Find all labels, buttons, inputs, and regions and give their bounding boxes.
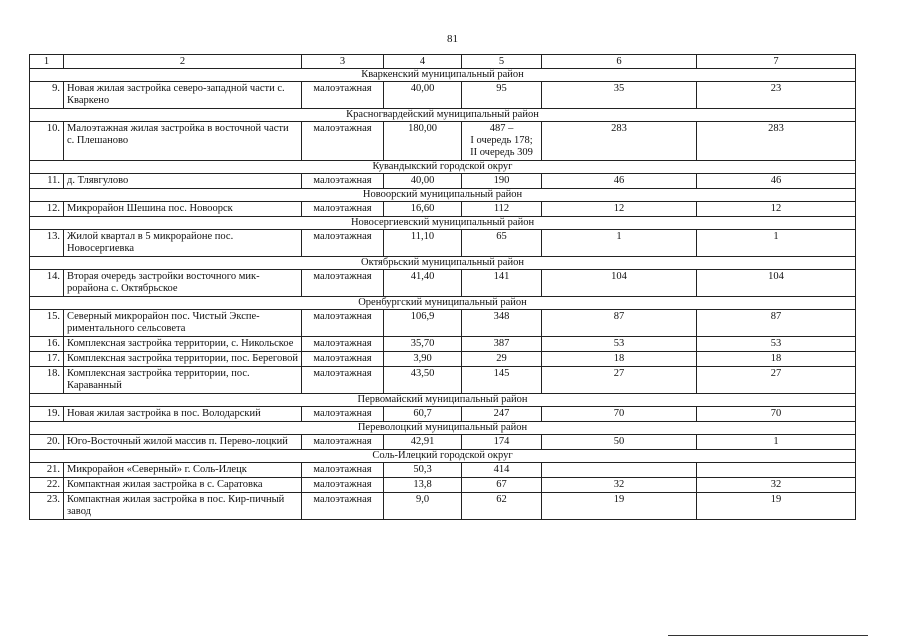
section-row: [30, 394, 856, 407]
column-5-value: 141: [462, 270, 542, 297]
building-type: малоэтажная: [302, 270, 384, 297]
object-name: Жилой квартал в 5 микрорайоне пос. Новосергиевка: [64, 230, 302, 257]
row-number: 21.: [30, 463, 64, 478]
object-name: Комплексная застройка территории, с. Никольское: [64, 337, 302, 352]
column-number: 7: [697, 55, 856, 69]
column-7-value: 32: [697, 478, 856, 493]
column-6-value: 18: [542, 352, 697, 367]
section-title: Первомайский муниципальный район: [30, 394, 856, 407]
building-type: малоэтажная: [302, 337, 384, 352]
area-value: 13,8: [384, 478, 462, 493]
object-name: д. Тлявгулово: [64, 174, 302, 189]
column-5-value: 414: [462, 463, 542, 478]
section-row: [30, 217, 856, 230]
row-number: 19.: [30, 407, 64, 422]
column-7-value: [697, 463, 856, 478]
column-5-value: 247: [462, 407, 542, 422]
column-7-value: 53: [697, 337, 856, 352]
area-value: 3,90: [384, 352, 462, 367]
footer-rule: [668, 635, 868, 636]
section-row: [30, 450, 856, 463]
building-type: малоэтажная: [302, 493, 384, 520]
column-5-value: 145: [462, 367, 542, 394]
area-value: 11,10: [384, 230, 462, 257]
area-value: 106,9: [384, 310, 462, 337]
column-6-value: 104: [542, 270, 697, 297]
area-value: 16,60: [384, 202, 462, 217]
table-row: [30, 407, 856, 422]
area-value: 35,70: [384, 337, 462, 352]
column-5-value: 348: [462, 310, 542, 337]
column-number: 4: [384, 55, 462, 69]
column-7-value: 283: [697, 122, 856, 161]
column-5-value: [462, 122, 542, 161]
area-value: 180,00: [384, 122, 462, 161]
column-5-value: 65: [462, 230, 542, 257]
section-row: [30, 69, 856, 82]
row-number: 10.: [30, 122, 64, 161]
column-5-line: II очередь 309: [470, 147, 533, 158]
section-title: Соль-Илецкий городской округ: [30, 450, 856, 463]
table-row: [30, 463, 856, 478]
building-type: малоэтажная: [302, 310, 384, 337]
column-6-value: 87: [542, 310, 697, 337]
column-number: 2: [64, 55, 302, 69]
column-6-value: 12: [542, 202, 697, 217]
column-6-value: 1: [542, 230, 697, 257]
building-type: малоэтажная: [302, 463, 384, 478]
column-number: 1: [30, 55, 64, 69]
object-name: Вторая очередь застройки восточного мик-рорайона с. Октябрьское: [64, 270, 302, 297]
object-name: Комплексная застройка территории, пос. Караванный: [64, 367, 302, 394]
column-5-value: 62: [462, 493, 542, 520]
section-row: [30, 257, 856, 270]
table-row: [30, 82, 856, 109]
table-row: [30, 352, 856, 367]
section-title: Оренбургский муниципальный район: [30, 297, 856, 310]
object-name: Микрорайон «Северный» г. Соль-Илецк: [64, 463, 302, 478]
column-6-value: 70: [542, 407, 697, 422]
column-7-value: 27: [697, 367, 856, 394]
column-5-line: I очередь 178;: [470, 135, 533, 146]
table-row: [30, 174, 856, 189]
column-5-value: 387: [462, 337, 542, 352]
row-number: 14.: [30, 270, 64, 297]
column-7-value: 1: [697, 230, 856, 257]
building-type: малоэтажная: [302, 202, 384, 217]
column-number-row: [30, 55, 856, 69]
section-row: [30, 109, 856, 122]
building-type: малоэтажная: [302, 122, 384, 161]
section-title: Кваркенский муниципальный район: [30, 69, 856, 82]
building-type: малоэтажная: [302, 367, 384, 394]
area-value: 40,00: [384, 82, 462, 109]
building-type: малоэтажная: [302, 82, 384, 109]
table-row: [30, 367, 856, 394]
row-number: 23.: [30, 493, 64, 520]
area-value: 9,0: [384, 493, 462, 520]
section-row: [30, 422, 856, 435]
column-7-value: 23: [697, 82, 856, 109]
column-7-value: 46: [697, 174, 856, 189]
row-number: 17.: [30, 352, 64, 367]
area-value: 50,3: [384, 463, 462, 478]
section-row: [30, 189, 856, 202]
row-number: 18.: [30, 367, 64, 394]
housing-table: [29, 54, 856, 520]
table-row: [30, 230, 856, 257]
table-row: [30, 122, 856, 161]
object-name: Новая жилая застройка северо-западной части с. Кваркено: [64, 82, 302, 109]
row-number: 11.: [30, 174, 64, 189]
section-title: Новосергиевский муниципальный район: [30, 217, 856, 230]
table-row: [30, 478, 856, 493]
page-number: 81: [447, 33, 458, 45]
object-name: Новая жилая застройка в пос. Володарский: [64, 407, 302, 422]
column-7-value: 18: [697, 352, 856, 367]
column-6-value: [542, 463, 697, 478]
table-row: [30, 493, 856, 520]
object-name: Компактная жилая застройка в пос. Кир-пичный завод: [64, 493, 302, 520]
column-7-value: 87: [697, 310, 856, 337]
table-row: [30, 270, 856, 297]
section-title: Октябрьский муниципальный район: [30, 257, 856, 270]
section-row: [30, 161, 856, 174]
building-type: малоэтажная: [302, 407, 384, 422]
column-5-value: 29: [462, 352, 542, 367]
column-7-value: 1: [697, 435, 856, 450]
area-value: 40,00: [384, 174, 462, 189]
area-value: 43,50: [384, 367, 462, 394]
building-type: малоэтажная: [302, 352, 384, 367]
row-number: 22.: [30, 478, 64, 493]
object-name: Компактная жилая застройка в с. Саратовка: [64, 478, 302, 493]
column-6-value: 27: [542, 367, 697, 394]
column-6-value: 19: [542, 493, 697, 520]
column-5-value: 190: [462, 174, 542, 189]
building-type: малоэтажная: [302, 230, 384, 257]
section-row: [30, 297, 856, 310]
column-6-value: 283: [542, 122, 697, 161]
building-type: малоэтажная: [302, 174, 384, 189]
column-6-value: 46: [542, 174, 697, 189]
column-6-value: 32: [542, 478, 697, 493]
section-title: Переволоцкий муниципальный район: [30, 422, 856, 435]
column-7-value: 104: [697, 270, 856, 297]
row-number: 13.: [30, 230, 64, 257]
object-name: Северный микрорайон пос. Чистый Экспе-риментального сельсовета: [64, 310, 302, 337]
column-6-value: 35: [542, 82, 697, 109]
area-value: 60,7: [384, 407, 462, 422]
column-7-value: 19: [697, 493, 856, 520]
row-number: 20.: [30, 435, 64, 450]
section-title: Красногвардейский муниципальный район: [30, 109, 856, 122]
column-5-value: 174: [462, 435, 542, 450]
row-number: 15.: [30, 310, 64, 337]
column-7-value: 12: [697, 202, 856, 217]
column-number: 6: [542, 55, 697, 69]
object-name: Комплексная застройка территории, пос. Береговой: [64, 352, 302, 367]
object-name: Микрорайон Шешина пос. Новоорск: [64, 202, 302, 217]
column-number: 3: [302, 55, 384, 69]
table-row: [30, 435, 856, 450]
column-6-value: 50: [542, 435, 697, 450]
section-title: Новоорский муниципальный район: [30, 189, 856, 202]
section-title: Кувандыкский городской округ: [30, 161, 856, 174]
row-number: 9.: [30, 82, 64, 109]
area-value: 42,91: [384, 435, 462, 450]
column-5-line: 487 –: [489, 123, 514, 134]
area-value: 41,40: [384, 270, 462, 297]
table-row: [30, 310, 856, 337]
row-number: 12.: [30, 202, 64, 217]
column-number: 5: [462, 55, 542, 69]
building-type: малоэтажная: [302, 478, 384, 493]
column-7-value: 70: [697, 407, 856, 422]
row-number: 16.: [30, 337, 64, 352]
building-type: малоэтажная: [302, 435, 384, 450]
object-name: Малоэтажная жилая застройка в восточной части с. Плешаново: [64, 122, 302, 161]
column-5-value: 95: [462, 82, 542, 109]
object-name: Юго-Восточный жилой массив п. Перево-лоцкий: [64, 435, 302, 450]
table-row: [30, 202, 856, 217]
column-5-value: 67: [462, 478, 542, 493]
column-6-value: 53: [542, 337, 697, 352]
table-row: [30, 337, 856, 352]
column-5-value: 112: [462, 202, 542, 217]
